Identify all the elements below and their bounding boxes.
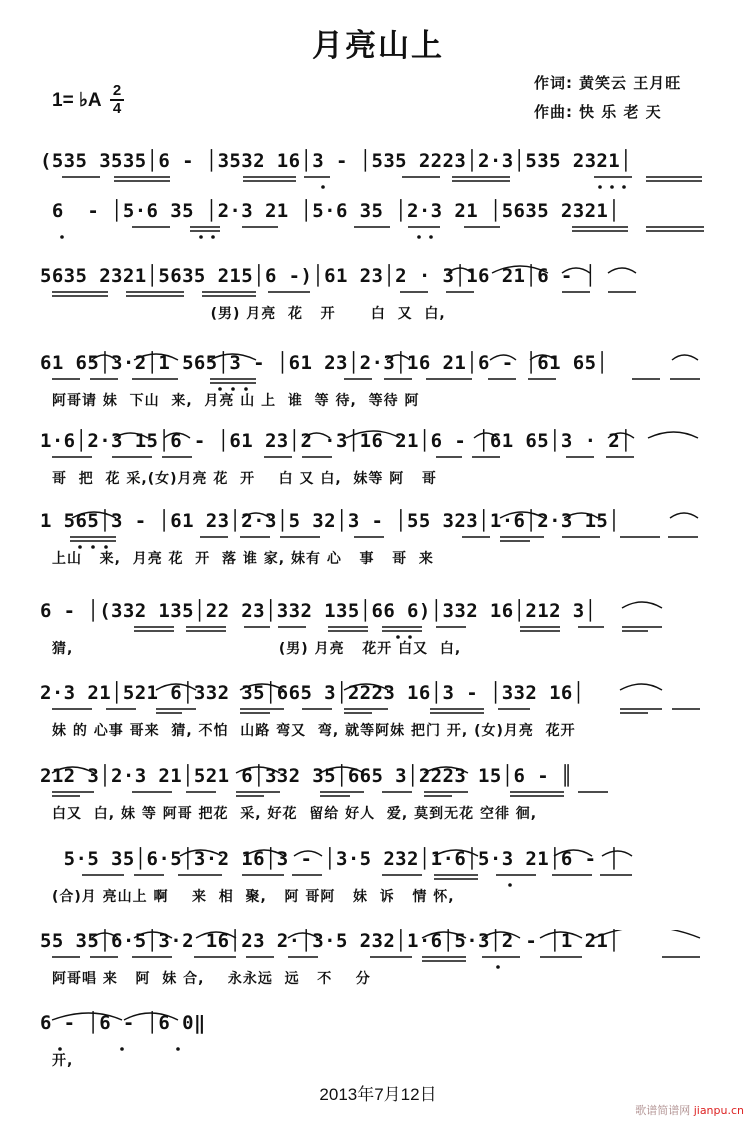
watermark-site: 歌谱简谱网 [635,1104,691,1117]
lyricist-label: 作词: [534,74,573,92]
underline-marks [0,765,756,835]
composer-credit [534,101,662,122]
score-line-6 [0,510,756,580]
score-line-10 [0,848,756,918]
score-line-12 [0,1012,756,1082]
lyrics-line: 阿哥唱 来 阿 妹 合, 永永远 远 不 分 [52,971,371,987]
notation-line: 1 565│3 - │61 23│2·3│5 32│3 - │55 323│1·6│2·3 15│ [40,510,621,532]
lyricist-credit [534,72,681,93]
composer-label: 作曲: [534,103,573,121]
underline-marks [0,265,756,335]
underline-marks [0,352,756,422]
watermark-url: jianpu.cn [693,1104,744,1117]
notation-line: (535 3535│6 - │3532 16│3 - │535 2223│2·3│535 2321│ [40,150,632,172]
score-line-4 [0,352,756,422]
composer-name: 快 乐 老 天 [579,103,662,121]
underline-marks [0,1012,756,1082]
watermark [635,1102,744,1118]
lyrics-line: (男) 月亮 花 开 白 又 白, [52,306,446,322]
score-line-3 [0,265,756,335]
time-signature [110,84,124,116]
lyricist-name: 黄笑云 王月旺 [579,74,682,92]
score-line-11 [0,930,756,1000]
notation-line: 55 35│6·5│3·2 16│23 2·│3·5 232│1·6│5·3│2 - │1 21│ [40,930,621,952]
score-line-8 [0,682,756,752]
lyrics-line: 白又 白, 妹 等 阿哥 把花 采, 好花 留给 好人 爱, 莫到无花 空徘 徊, [52,806,538,822]
score-line-5 [0,430,756,500]
notation-line: 5·5 35│6·5│3·2 16│3 - │3·5 232│1·6│5·3 21│6 - │ [40,848,621,870]
date-stamp: 2013年7月12日 [319,1085,437,1104]
notation-line: 6 - │(332 135│22 23│332 135│66 6)│332 16│212 3│ [40,600,597,622]
notation-line: 212 3│2·3 21│521 6│332 35│665 3│2223 15│6 - ║ [40,765,573,787]
underline-marks [0,600,756,670]
time-bottom: 4 [112,100,122,117]
lyrics-line: 哥 把 花 采,(女)月亮 花 开 白 又 白, 妹等 阿 哥 [52,471,437,487]
notation-line: 6 - │6 - │6 0‖ [40,1012,206,1034]
lyrics-line: 猜, (男) 月亮 花开 白又 白, [52,641,462,657]
underline-marks [0,200,756,270]
underline-marks [0,430,756,500]
lyrics-line: 阿哥请 妹 下山 来, 月亮 山 上 谁 等 待, 等待 阿 [52,393,420,409]
notation-line: 6 - │5·6 35 │2·3 21 │5·6 35 │2·3 21 │5635 2321│ [40,200,621,222]
notation-line: 2·3 21│521 6│332 35│665 3│2223 16│3 - │332 16│ [40,682,585,704]
underline-marks [0,930,756,1000]
song-title: 月亮山上 [312,28,444,64]
score-line-9 [0,765,756,835]
notation-line: 5635 2321│5635 215│6 -)│61 23│2 · 3│16 21│6 - │ [40,265,597,287]
underline-marks [0,848,756,918]
underline-marks [0,682,756,752]
key-signature: 1= ♭A [52,90,102,111]
score-line-7 [0,600,756,670]
lyrics-line: 开, [52,1053,74,1069]
lyrics-line: 妹 的 心事 哥来 猜, 不怕 山路 弯又 弯, 就等阿妹 把门 开, (女)月亮 花开 [52,723,576,739]
lyrics-line: (合)月 亮山上 啊 来 相 聚, 阿 哥阿 妹 诉 情 怀, [52,889,455,905]
time-top: 2 [112,82,122,99]
underline-marks [0,510,756,580]
score-line-2 [0,200,756,270]
notation-line: 61 65│3·2│1 565│3 - │61 23│2·3│16 21│6 - │61 65│ [40,352,609,374]
lyrics-line: 上山 来, 月亮 花 开 落 谁 家, 妹有 心 事 哥 来 [52,551,434,567]
notation-line: 1·6│2·3 15│6 - │61 23│2 ·3│16 21│6 - │61 65│3 · 2│ [40,430,632,452]
